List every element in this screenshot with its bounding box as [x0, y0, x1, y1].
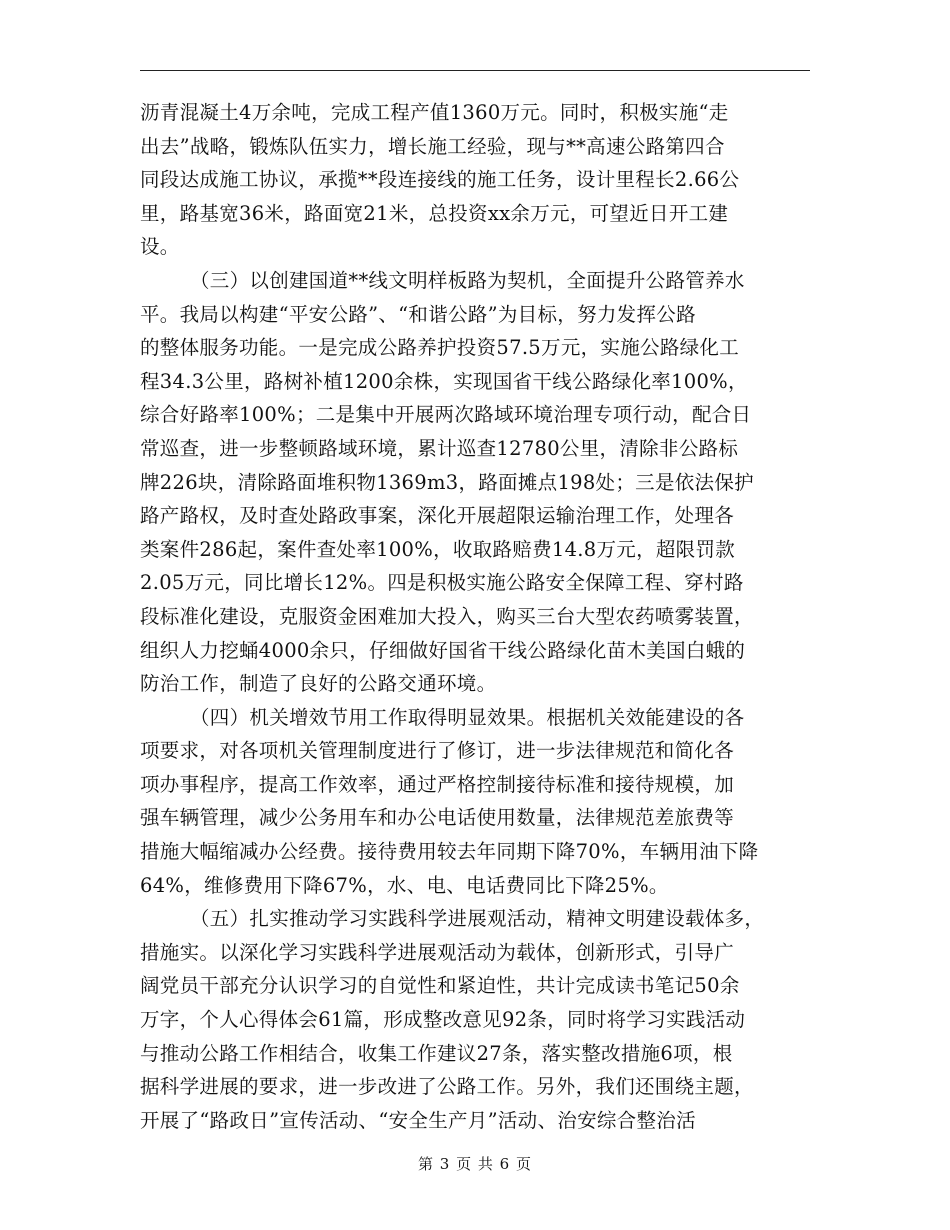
paragraph-section-5 [140, 902, 812, 1137]
text-line: 设。 [140, 235, 180, 259]
text-line: （四）机关增效节用工作取得明显效果。根据机关效能建设的各 [190, 705, 745, 729]
text-line: （五）扎实推动学习实践科学进展观活动，精神文明建设载体多， [190, 907, 765, 931]
text-line: 措施大幅缩减办公经费。接待费用较去年同期下降70%，车辆用油下降 [140, 840, 759, 864]
text-line: 据科学进展的要求，进一步改进了公路工作。另外，我们还围绕主题， [140, 1075, 754, 1099]
text-line: 路产路权，及时查处路政事案，深化开展超限运输治理工作，处理各 [140, 504, 735, 528]
text-line: 程34.3公里，路树补植1200余株，实现国省干线公路绿化率100%， [140, 369, 748, 393]
text-line: 防治工作，制造了良好的公路交通环境。 [140, 672, 497, 696]
text-line: 阔党员干部充分认识学习的自觉性和紧迫性，共计完成读书笔记50余 [140, 974, 740, 998]
header-rule [140, 70, 810, 71]
text-line: 类案件286起，案件查处率100%，收取路赔费14.8万元，超限罚款 [140, 537, 736, 561]
text-line: 牌226块，清除路面堆积物1369m3，路面摊点198处；三是依法保护 [140, 470, 754, 494]
text-line: 组织人力挖蛹4000余只，仔细做好国省干线公路绿化苗木美国白蛾的 [140, 638, 746, 662]
text-line: 2.05万元，同比增长12%。四是积极实施公路安全保障工程、穿村路 [140, 571, 744, 595]
text-line: 强车辆管理，减少公务用车和办公电话使用数量，法律规范差旅费等 [140, 806, 735, 830]
page-number-footer: 第 3 页 共 6 页 [418, 1155, 532, 1173]
text-line: （三）以创建国道**线文明样板路为契机，全面提升公路管养水 [190, 268, 745, 292]
paragraph-section-3 [140, 264, 812, 701]
text-line: 同段达成施工协议，承揽**段连接线的施工任务，设计里程长2.66公 [140, 168, 740, 192]
text-line: 的整体服务功能。一是完成公路养护投资57.5万元，实施公路绿化工 [140, 336, 740, 360]
text-line: 万字，个人心得体会61篇，形成整改意见92条，同时将学习实践活动 [140, 1008, 746, 1032]
text-line: 项办事程序，提高工作效率，通过严格控制接待标准和接待规模，加 [140, 772, 735, 796]
document-body [140, 96, 812, 1137]
text-line: 开展了“路政日”宣传活动、“安全生产月”活动、治安综合整治活 [140, 1108, 696, 1132]
text-line: 里，路基宽36米，路面宽21米，总投资xx余万元，可望近日开工建 [140, 201, 729, 225]
paragraph-section-4 [140, 701, 812, 903]
text-line: 出去”战略，锻炼队伍实力，增长施工经验，现与**高速公路第四合 [140, 134, 725, 158]
text-line: 措施实。以深化学习实践科学进展观活动为载体，创新形式，引导广 [140, 940, 735, 964]
text-line: 常巡查，进一步整顿路域环境，累计巡查12780公里，清除非公路标 [140, 436, 739, 460]
text-line: 平。我局以构建“平安公路”、“和谐公路”为目标，努力发挥公路 [140, 302, 696, 326]
text-line: 沥青混凝土4万余吨，完成工程产值1360万元。同时，积极实施“走 [140, 101, 729, 124]
text-line: 综合好路率100%；二是集中开展两次路域环境治理专项行动，配合日 [140, 403, 752, 427]
text-line: 与推动公路工作相结合，收集工作建议27条，落实整改措施6项，根 [140, 1041, 733, 1065]
text-line: 64%，维修费用下降67%，水、电、电话费同比下降25%。 [140, 873, 669, 897]
text-line: 项要求，对各项机关管理制度进行了修订，进一步法律规范和简化各 [140, 739, 735, 763]
text-line: 段标准化建设，克服资金困难加大投入，购买三台大型农药喷雾装置， [140, 604, 754, 628]
paragraph-continuation [140, 96, 812, 264]
